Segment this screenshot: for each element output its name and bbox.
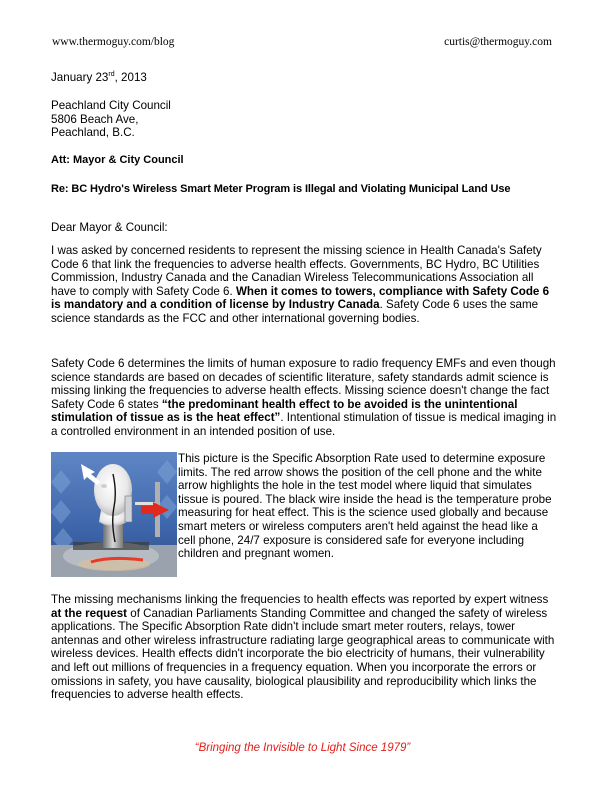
address-line: Peachland City Council: [51, 99, 171, 112]
salutation: Dear Mayor & Council:: [51, 221, 168, 234]
paragraph-safety-code-6: I was asked by concerned residents to represent the missing science in Health Canada's Safety Code 6 that link the frequencies to adverse health effects. Governments, BC Hydro, BC Utilities Commission, Industry Canada and the Canadian Wireless Telecommunications Association all have to comply with Safety Code 6. When it comes to towers, compliance with Safety Code 6 is mandatory and a condition of license by Industry Canada. Safety Code 6 uses the same science standards as the FCC and other international governing bodies.: [51, 244, 550, 325]
header-email[interactable]: curtis@thermoguy.com: [444, 36, 552, 48]
paragraph-exposure-limits: Safety Code 6 determines the limits of human exposure to radio frequency EMFs and even though science standards are based on decades of scientific literature, safety standards admit science is missing linking the frequencies to adverse health effects. Missing science doesn't change the fact Safety Code 6 states “the predominant health effect to be avoided is the unintentional stimulation of tissue as is the heat effect”. Intentional stimulation of tissue is medical imaging in a controlled environment in an intended position of use.: [51, 357, 557, 438]
sar-test-photo: [51, 452, 177, 577]
address-line: Peachland, B.C.: [51, 126, 135, 140]
attention-line: Att: Mayor & City Council: [51, 154, 184, 166]
paragraph-missing-mechanisms: The missing mechanisms linking the frequencies to health effects was reported by expert witness at the request of Canadian Parliaments Standing Committee and changed the safety of wireless applications. The Specific Absorption Rate didn't include smart meter routers, relays, tower antennas and other wireless infrastructure radiating large geographical areas to communicate with wireless devices. Health effects didn't incorporate the bio electricity of humans, their vulnerability and left out millions of frequencies in a frequency equation. When you incorporate the errors or omissions in safety, you have causality, biological plausibility and reproducibility which links the frequencies to adverse health effects.: [51, 593, 555, 702]
paragraph-sar-caption: This picture is the Specific Absorption Rate used to determine exposure limits. The red arrow shows the position of the cell phone and the white arrow highlights the hole in the test model where liquid that simulates tissue is poured. The black wire inside the head is the temperature probe measuring for heat effect. This is the science used globally and because smart meters or wireless computers aren't held against the head like a cell phone, 24/7 exposure is considered safe for everyone including children and pregnant women.: [178, 452, 552, 561]
header-blog-url[interactable]: www.thermoguy.com/blog: [52, 36, 175, 48]
address-line: 5806 Beach Ave,: [51, 112, 139, 126]
recipient-address: [51, 99, 557, 140]
footer-tagline: “Bringing the Invisible to Light Since 1979”: [194, 742, 411, 754]
subject-line: Re: BC Hydro's Wireless Smart Meter Program is Illegal and Violating Municipal Land Use: [51, 183, 511, 195]
letter-date: January 23rd, 2013: [51, 71, 147, 84]
